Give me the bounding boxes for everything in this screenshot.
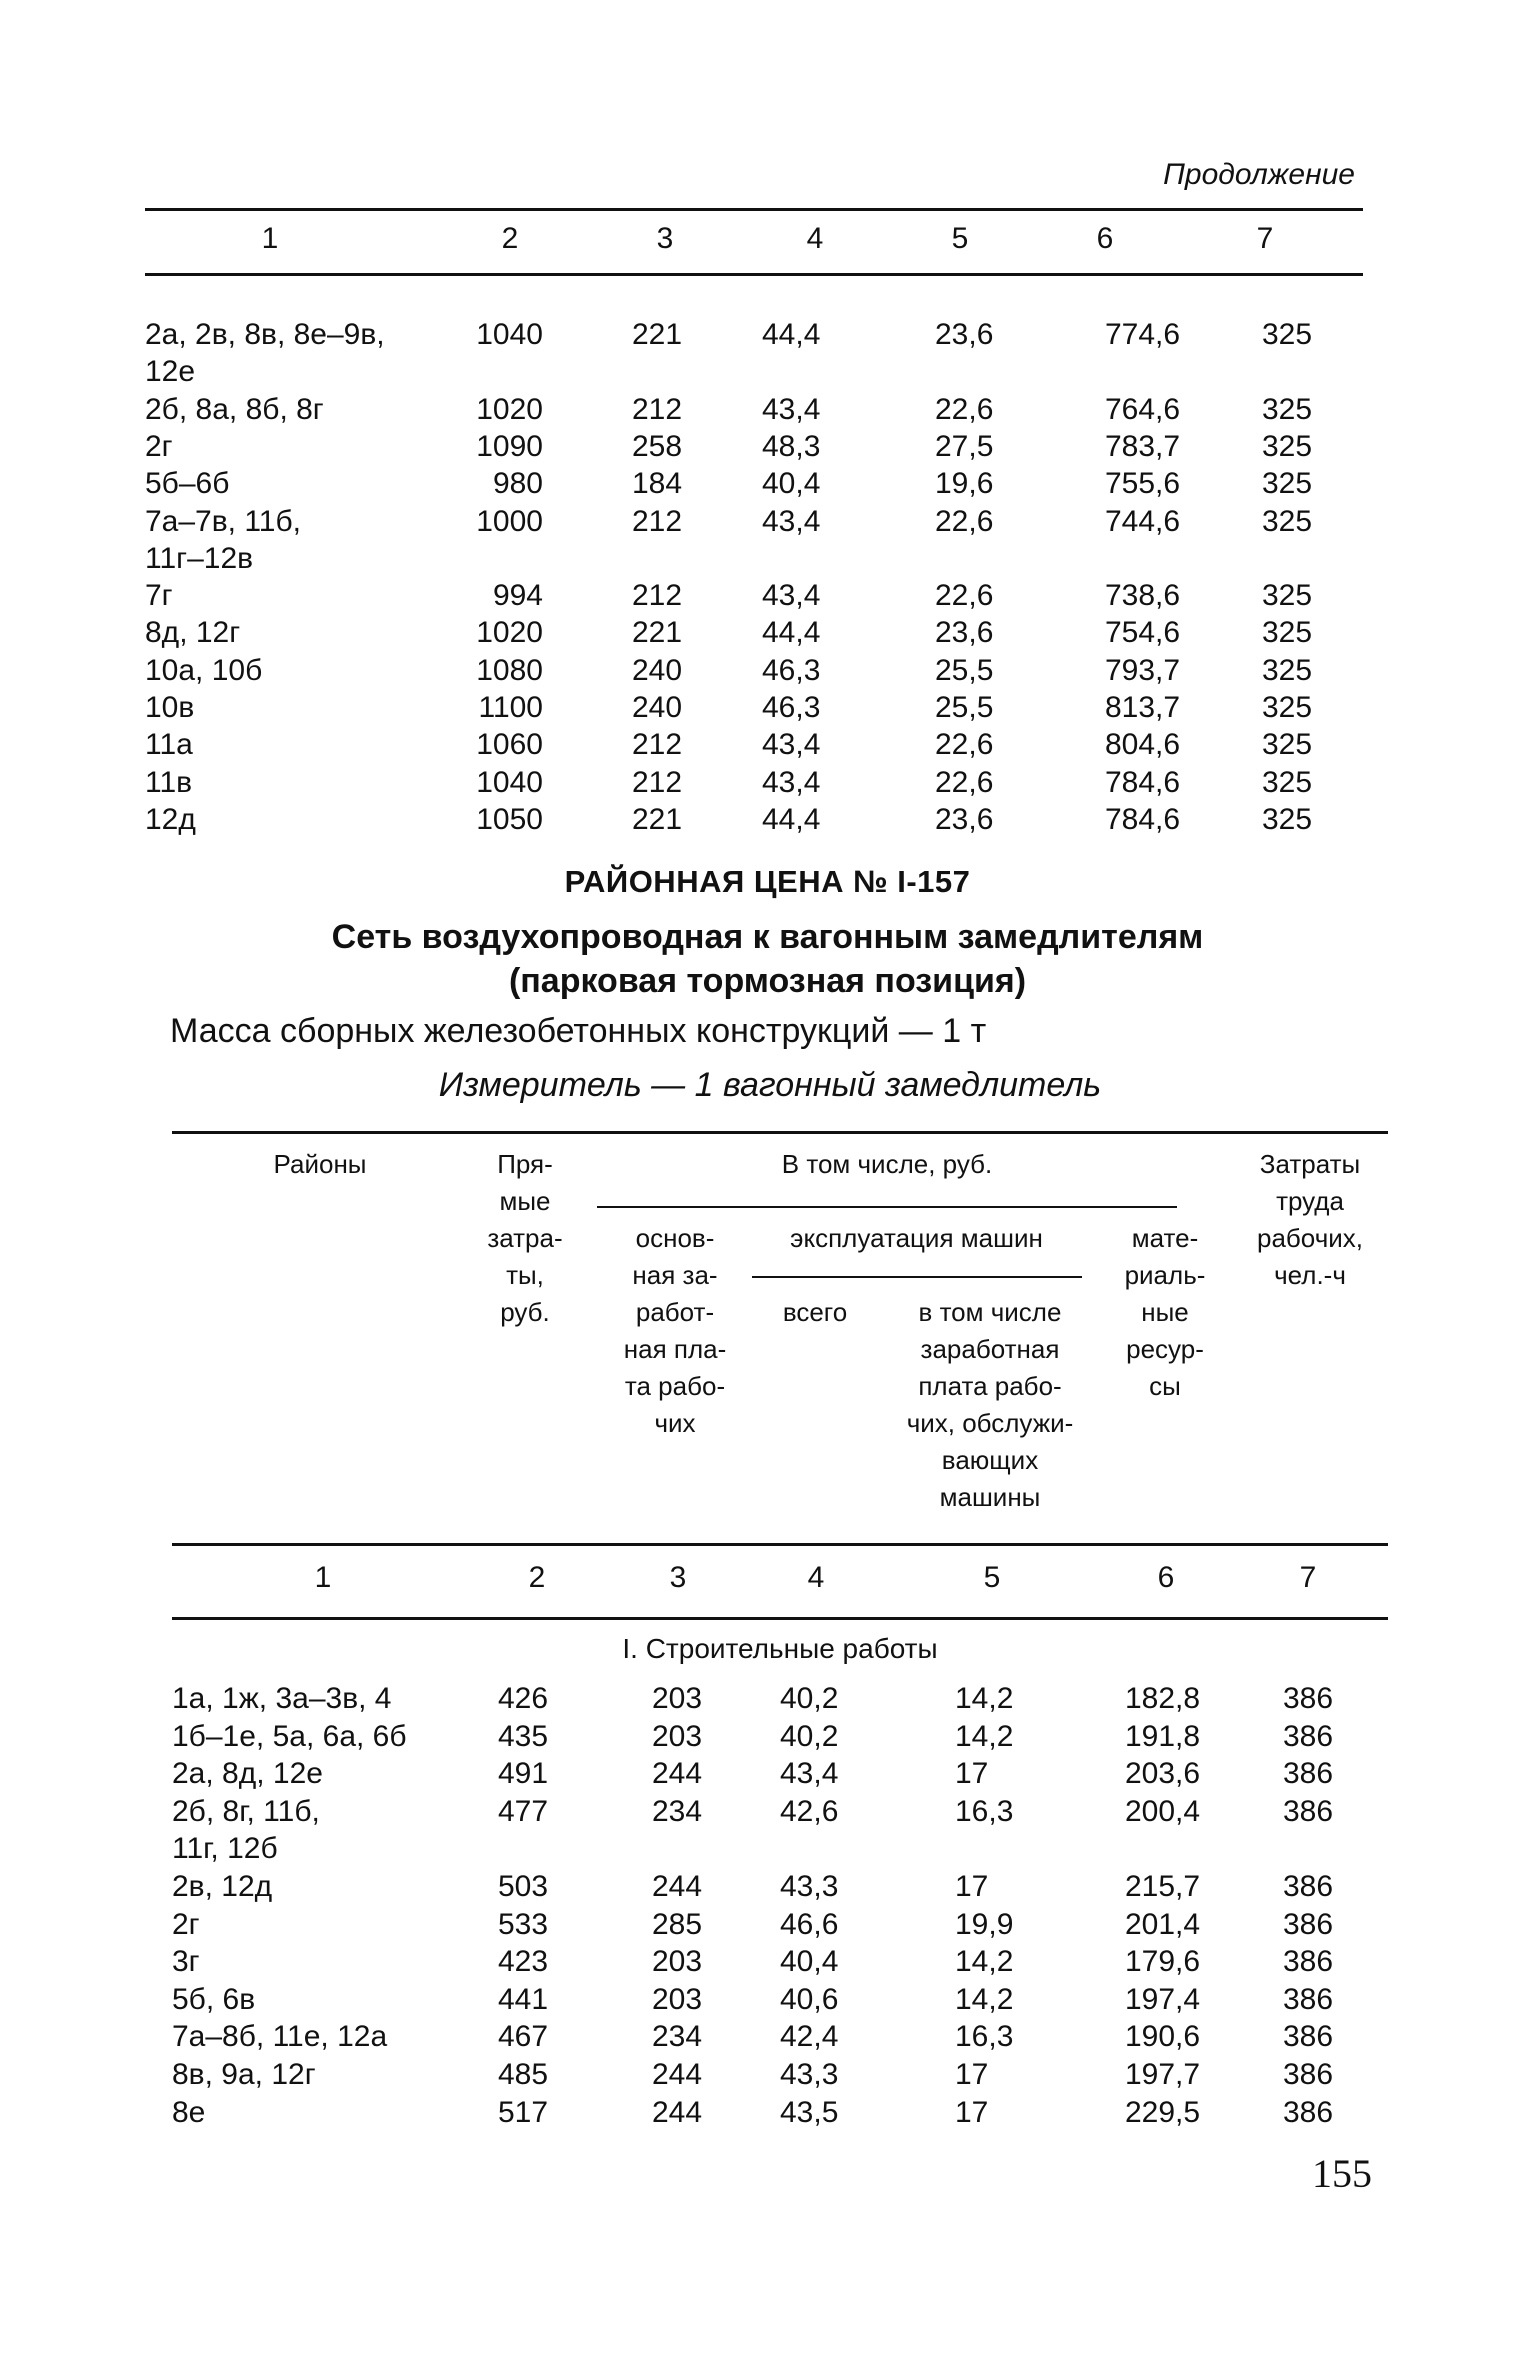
t1-colnum-7: 7 <box>1256 222 1274 255</box>
cell-c4: 44,4 <box>762 802 821 836</box>
cell-district: 3г <box>172 1945 200 1979</box>
cell-c6: 197,7 <box>1125 2058 1201 2091</box>
cell-c4: 44,4 <box>762 318 821 351</box>
t1-colnum-5: 5 <box>951 222 969 255</box>
cell-c5: 19,9 <box>955 1907 1014 1941</box>
cell-c7: 325 <box>1262 728 1313 762</box>
cell-c3: 240 <box>632 653 683 687</box>
cell-c7: 325 <box>1262 616 1313 650</box>
cell-c3: 285 <box>652 1907 703 1941</box>
including-span-rule <box>597 1206 1177 1208</box>
table1-header-rule <box>145 273 1363 276</box>
header-base-wage <box>605 1220 745 1442</box>
header-districts: Районы <box>273 1149 367 1179</box>
cell-district: 12д <box>145 802 196 836</box>
cell-c6: 203,6 <box>1125 1757 1201 1791</box>
hdr-line: ные <box>1141 1297 1189 1327</box>
cell-c6: 793,7 <box>1105 653 1181 687</box>
cell-c4: 42,4 <box>780 2020 839 2054</box>
section-title-line1: Сеть воздухопроводная к вагонным замедлителям <box>331 918 1204 956</box>
cell-district: 8е <box>172 2095 206 2129</box>
cell-c6: 804,6 <box>1105 728 1181 762</box>
cell-c2: 517 <box>498 2095 549 2129</box>
hdr-line: мате- <box>1131 1223 1199 1253</box>
table1-top-rule <box>145 208 1363 211</box>
cell-c5: 27,5 <box>935 429 994 463</box>
hdr-line: ресур- <box>1126 1334 1204 1364</box>
cell-c6: 179,6 <box>1125 1945 1201 1979</box>
hdr-line: машины <box>939 1482 1041 1512</box>
cell-c4: 43,4 <box>762 765 821 799</box>
cell-c4: 43,5 <box>780 2095 839 2129</box>
cell-c2: 441 <box>498 1982 549 2016</box>
cell-c3: 212 <box>632 765 683 799</box>
cell-c2: 1050 <box>476 802 543 836</box>
t2-colnum-2: 2 <box>528 1561 546 1594</box>
cell-c4: 43,3 <box>780 2058 839 2091</box>
cell-c3: 258 <box>632 429 683 463</box>
cell-c2: 1040 <box>476 765 543 799</box>
cell-district: 7г <box>145 579 173 613</box>
cell-c7: 386 <box>1283 1757 1334 1791</box>
cell-c3: 212 <box>632 392 683 426</box>
cell-c3: 244 <box>652 1870 703 1903</box>
cell-c5: 22,6 <box>935 579 994 613</box>
cell-c5: 23,6 <box>935 318 994 351</box>
t2-colnum-1: 1 <box>314 1561 332 1594</box>
hdr-line: риаль- <box>1124 1260 1206 1290</box>
header-including: В том числе, руб. <box>781 1149 993 1179</box>
hdr-line: ты, <box>506 1260 544 1290</box>
hdr-line: заработная <box>920 1334 1060 1364</box>
table2-top-rule <box>172 1131 1388 1134</box>
cell-c3: 221 <box>632 318 683 351</box>
cell-c6: 783,7 <box>1105 429 1181 463</box>
cell-district: 10а, 10б <box>145 653 263 687</box>
cell-c2: 1090 <box>476 429 543 463</box>
hdr-line: сы <box>1149 1371 1181 1401</box>
cell-c6: 755,6 <box>1105 467 1181 501</box>
cell-c6: 774,6 <box>1105 318 1181 351</box>
hdr-line: чих <box>654 1408 696 1438</box>
t1-colnum-1: 1 <box>261 222 279 255</box>
cell-c2: 426 <box>498 1682 549 1715</box>
cell-c3: 221 <box>632 802 683 836</box>
cell-district: 5б, 6в <box>172 1982 256 2016</box>
hdr-line: ная пла- <box>623 1334 727 1364</box>
cell-c3: 244 <box>652 2058 703 2091</box>
cell-district: 7а–7в, 11б, <box>145 504 302 538</box>
cell-c5: 22,6 <box>935 728 994 762</box>
cell-c6: 813,7 <box>1105 691 1181 724</box>
cell-district: 5б–6б <box>145 467 230 501</box>
hdr-line: затра- <box>487 1223 563 1253</box>
cell-c2: 1000 <box>476 504 543 538</box>
cell-c5: 17 <box>955 1757 989 1791</box>
cell-c2: 1060 <box>476 728 543 762</box>
cell-c6: 754,6 <box>1105 616 1181 650</box>
cell-c3: 203 <box>652 1982 703 2016</box>
cell-district: 10в <box>145 691 195 724</box>
cell-c6: 229,5 <box>1125 2095 1201 2129</box>
cell-c3: 203 <box>652 1682 703 1715</box>
cell-district: 2а, 2в, 8в, 8е–9в, <box>145 318 385 351</box>
cell-c2: 435 <box>498 1719 549 1753</box>
header-machine-operation: эксплуатация машин <box>790 1223 1043 1253</box>
hdr-line: Затраты <box>1259 1149 1361 1179</box>
section-label-construction: I. Строительные работы <box>622 1633 938 1664</box>
cell-c7: 386 <box>1283 1719 1334 1753</box>
cell-c4: 43,4 <box>762 728 821 762</box>
cell-c7: 325 <box>1262 765 1313 799</box>
cell-c3: 203 <box>652 1945 703 1979</box>
t2-colnum-6: 6 <box>1157 1561 1175 1594</box>
cell-district: 8в, 9а, 12г <box>172 2058 316 2091</box>
cell-c3: 240 <box>632 691 683 724</box>
cell-c3: 234 <box>652 1794 703 1828</box>
t1-colnum-3: 3 <box>656 222 674 255</box>
hdr-line: мые <box>499 1186 551 1216</box>
cell-c5: 19,6 <box>935 467 994 501</box>
continuation-label: Продолжение <box>1163 158 1355 191</box>
hdr-line: вающих <box>941 1445 1039 1475</box>
cell-c7: 386 <box>1283 2058 1334 2091</box>
cell-c7: 386 <box>1283 1794 1334 1828</box>
cell-c3: 212 <box>632 504 683 538</box>
cell-c4: 40,4 <box>780 1945 839 1979</box>
cell-c6: 738,6 <box>1105 579 1181 613</box>
t1-colnum-4: 4 <box>806 222 824 255</box>
cell-c5: 22,6 <box>935 504 994 538</box>
cell-c2: 1080 <box>476 653 543 687</box>
t2-colnum-4: 4 <box>807 1561 825 1594</box>
cell-c4: 48,3 <box>762 429 821 463</box>
cell-c5: 22,6 <box>935 765 994 799</box>
hdr-line: чел.-ч <box>1274 1260 1346 1290</box>
cell-c3: 244 <box>652 2095 703 2129</box>
cell-c5: 17 <box>955 2058 989 2091</box>
cell-c7: 325 <box>1262 691 1313 724</box>
hdr-line: та рабо- <box>624 1371 726 1401</box>
hdr-line: труда <box>1276 1186 1344 1216</box>
cell-c6: 197,4 <box>1125 1982 1201 2016</box>
cell-c3: 244 <box>652 1757 703 1791</box>
cell-c7: 325 <box>1262 579 1313 613</box>
table2-numbers-bottom-rule <box>172 1617 1388 1620</box>
cell-c2: 994 <box>492 579 543 613</box>
cell-c7: 325 <box>1262 467 1313 501</box>
cell-c3: 221 <box>632 616 683 650</box>
hdr-line: чих, обслужи- <box>906 1408 1074 1438</box>
cell-district: 11г–12в <box>145 541 254 575</box>
cell-c5: 23,6 <box>935 802 994 836</box>
cell-district: 1б–1е, 5а, 6а, 6б <box>172 1719 407 1753</box>
hdr-line: рабочих, <box>1257 1223 1363 1253</box>
cell-c6: 215,7 <box>1125 1870 1201 1903</box>
cell-c6: 764,6 <box>1105 392 1181 426</box>
cell-c7: 386 <box>1283 1982 1334 2016</box>
machine-span-rule <box>752 1276 1082 1278</box>
cell-c4: 40,2 <box>780 1719 839 1753</box>
cell-c4: 40,4 <box>762 467 821 501</box>
cell-c3: 212 <box>632 728 683 762</box>
cell-district: 8д, 12г <box>145 616 241 650</box>
cell-c5: 14,2 <box>955 1982 1014 2016</box>
header-machine-total: всего <box>782 1297 848 1327</box>
cell-c6: 182,8 <box>1125 1682 1201 1715</box>
t2-colnum-3: 3 <box>669 1561 687 1594</box>
cell-c3: 234 <box>652 2020 703 2054</box>
cell-c2: 1040 <box>476 318 543 351</box>
cell-c7: 386 <box>1283 1870 1334 1903</box>
cell-c7: 325 <box>1262 429 1313 463</box>
cell-c2: 1020 <box>476 392 543 426</box>
cell-c3: 203 <box>652 1719 703 1753</box>
cell-c6: 200,4 <box>1125 1794 1201 1828</box>
cell-c5: 14,2 <box>955 1719 1014 1753</box>
cell-c7: 325 <box>1262 653 1313 687</box>
hdr-line: работ- <box>635 1297 715 1327</box>
cell-c2: 491 <box>498 1757 549 1791</box>
cell-c2: 423 <box>498 1945 549 1979</box>
hdr-line: руб. <box>500 1297 550 1327</box>
cell-c4: 44,4 <box>762 616 821 650</box>
cell-district: 11г, 12б <box>172 1832 278 1866</box>
header-labor <box>1235 1146 1385 1294</box>
cell-c3: 212 <box>632 579 683 613</box>
cell-c2: 467 <box>498 2020 549 2054</box>
cell-c4: 46,3 <box>762 653 821 687</box>
cell-c4: 40,2 <box>780 1682 839 1715</box>
cell-c5: 22,6 <box>935 392 994 426</box>
cell-c7: 386 <box>1283 1907 1334 1941</box>
cell-c2: 1020 <box>476 616 543 650</box>
cell-c5: 25,5 <box>935 653 994 687</box>
cell-c7: 325 <box>1262 392 1313 426</box>
header-direct-costs <box>470 1146 580 1331</box>
hdr-line: в том числе <box>918 1297 1062 1327</box>
cell-c4: 43,3 <box>780 1870 839 1903</box>
hdr-line: основ- <box>635 1223 715 1253</box>
hdr-line: Пря- <box>497 1149 553 1179</box>
cell-district: 7а–8б, 11е, 12а <box>172 2020 388 2054</box>
cell-c7: 386 <box>1283 1945 1334 1979</box>
cell-district: 11а <box>145 728 193 762</box>
cell-c7: 325 <box>1262 504 1313 538</box>
cell-c2: 485 <box>498 2058 549 2091</box>
cell-district: 2г <box>172 1907 200 1941</box>
cell-district: 1а, 1ж, 3а–3в, 4 <box>172 1682 392 1715</box>
t1-colnum-6: 6 <box>1096 222 1114 255</box>
cell-c2: 477 <box>498 1794 549 1828</box>
cell-c5: 16,3 <box>955 2020 1014 2054</box>
cell-district: 2в, 12д <box>172 1870 273 1903</box>
cell-c6: 784,6 <box>1105 765 1181 799</box>
cell-district: 12е <box>145 355 196 389</box>
cell-district: 2а, 8д, 12е <box>172 1757 323 1791</box>
cell-c4: 46,6 <box>780 1907 839 1941</box>
cell-c2: 1100 <box>478 691 543 724</box>
cell-c5: 14,2 <box>955 1945 1014 1979</box>
section-title-line2: (парковая тормозная позиция) <box>508 962 1027 1000</box>
cell-c2: 503 <box>498 1870 549 1903</box>
cell-c3: 184 <box>632 467 683 501</box>
t2-colnum-7: 7 <box>1299 1561 1317 1594</box>
cell-c4: 43,4 <box>762 392 821 426</box>
header-materials <box>1100 1220 1230 1405</box>
cell-c7: 386 <box>1283 2020 1334 2054</box>
price-number-heading: РАЙОННАЯ ЦЕНА № I-157 <box>564 864 971 899</box>
mass-line: Масса сборных железобетонных конструкций — 1 т <box>170 1012 987 1050</box>
cell-c7: 325 <box>1262 318 1313 351</box>
hdr-line: ная за- <box>632 1260 718 1290</box>
cell-c2: 980 <box>492 467 543 501</box>
cell-c2: 533 <box>498 1907 549 1941</box>
cell-district: 2г <box>145 429 173 463</box>
cell-c5: 23,6 <box>935 616 994 650</box>
cell-c6: 190,6 <box>1125 2020 1201 2054</box>
page-number: 155 <box>1312 2151 1372 2196</box>
measure-line: Измеритель — 1 вагонный замедлитель <box>438 1066 1102 1104</box>
cell-c4: 42,6 <box>780 1794 839 1828</box>
cell-c4: 40,6 <box>780 1982 839 2016</box>
cell-c4: 43,4 <box>780 1757 839 1791</box>
cell-c5: 16,3 <box>955 1794 1014 1828</box>
cell-c6: 201,4 <box>1125 1907 1201 1941</box>
cell-c5: 17 <box>955 2095 989 2129</box>
cell-c5: 17 <box>955 1870 989 1903</box>
cell-c4: 46,3 <box>762 691 821 724</box>
table2-header-bottom-rule <box>172 1543 1388 1546</box>
cell-c6: 191,8 <box>1125 1719 1201 1753</box>
cell-c4: 43,4 <box>762 579 821 613</box>
cell-c7: 325 <box>1262 802 1313 836</box>
header-machine-wage <box>880 1294 1100 1516</box>
cell-c4: 43,4 <box>762 504 821 538</box>
cell-district: 2б, 8г, 11б, <box>172 1794 320 1828</box>
cell-c6: 784,6 <box>1105 802 1181 836</box>
cell-c6: 744,6 <box>1105 504 1181 538</box>
cell-district: 11в <box>145 765 193 799</box>
cell-c7: 386 <box>1283 1682 1334 1715</box>
hdr-line: плата рабо- <box>918 1371 1062 1401</box>
cell-c5: 14,2 <box>955 1682 1014 1715</box>
cell-district: 2б, 8а, 8б, 8г <box>145 392 324 426</box>
cell-c7: 386 <box>1283 2095 1334 2129</box>
cell-c5: 25,5 <box>935 691 994 724</box>
t1-colnum-2: 2 <box>501 222 519 255</box>
t2-colnum-5: 5 <box>983 1561 1001 1594</box>
